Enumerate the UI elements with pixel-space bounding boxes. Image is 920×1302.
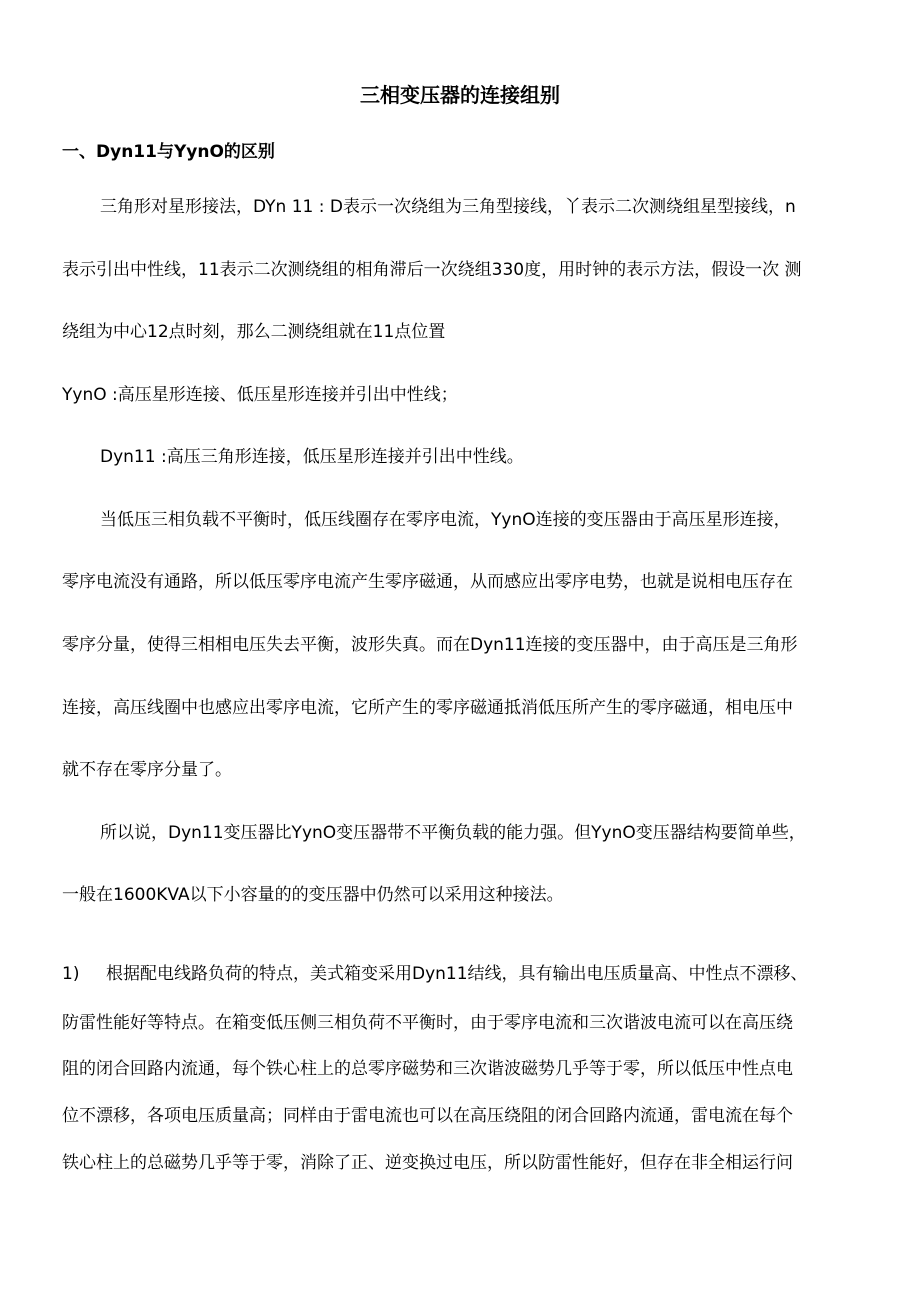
- paragraph-line: 零序分量，使得三相相电压失去平衡，波形失真。而在Dyn11连接的变压器中，由于高压是三角形: [62, 635, 798, 655]
- list-item-line: 阻的闭合回路内流通，每个铁心柱上的总零序磁势和三次谐波磁势几乎等于零，所以低压中性点电: [62, 1059, 793, 1079]
- paragraph-line: 表示引出中性线，11表示二次测绕组的相角滞后一次绕组330度，用时钟的表示方法，假设一次 测: [62, 260, 802, 280]
- paragraph-line: 就不存在零序分量了。: [62, 760, 232, 780]
- paragraph-line: 三角形对星形接法，DYn 11 : D表示一次绕组为三角型接线，丫表示二次测绕组星型接线，n: [100, 197, 796, 217]
- list-item-line: 位不漂移，各项电压质量高；同样由于雷电流也可以在高压绕阻的闭合回路内流通，雷电流在每个: [62, 1106, 793, 1126]
- paragraph-line: 当低压三相负载不平衡时，低压线圈存在零序电流，YynO连接的变压器由于高压星形连接，: [100, 510, 791, 530]
- yyn0-definition: YynO :高压星形连接、低压星形连接并引出中性线；: [62, 385, 458, 405]
- list-item-line: 铁心柱上的总磁势几乎等于零，消除了正、逆变换过电压，所以防雷性能好，但存在非全相运行问: [62, 1153, 793, 1173]
- paragraph-line: 零序电流没有通路，所以低压零序电流产生零序磁通，从而感应出零序电势，也就是说相电压存在: [62, 572, 793, 592]
- list-item-line: 根据配电线路负荷的特点，美式箱变采用Dyn11结线，具有输出电压质量高、中性点不漂移、: [106, 964, 808, 984]
- document-title: 三相变压器的连接组别: [360, 83, 560, 107]
- dyn11-definition: Dyn11 :高压三角形连接，低压星形连接并引出中性线。: [100, 447, 524, 467]
- section-heading: 一、Dyn11与YynO的区别: [62, 142, 275, 162]
- paragraph-line: 所以说，Dyn11变压器比YynO变压器带不平衡负载的能力强。但YynO变压器结构要简单些，: [100, 823, 806, 843]
- list-item-line: 防雷性能好等特点。在箱变低压侧三相负荷不平衡时，由于零序电流和三次谐波电流可以在高压绕: [62, 1013, 793, 1033]
- paragraph-line: 连接，高压线圈中也感应出零序电流，它所产生的零序磁通抵消低压所产生的零序磁通，相电压中: [62, 698, 793, 718]
- paragraph-line: 绕组为中心12点时刻，那么二测绕组就在11点位置: [62, 322, 446, 342]
- list-item-number: 1): [62, 964, 80, 984]
- paragraph-line: 一般在1600KVA以下小容量的的变压器中仍然可以采用这种接法。: [62, 885, 564, 905]
